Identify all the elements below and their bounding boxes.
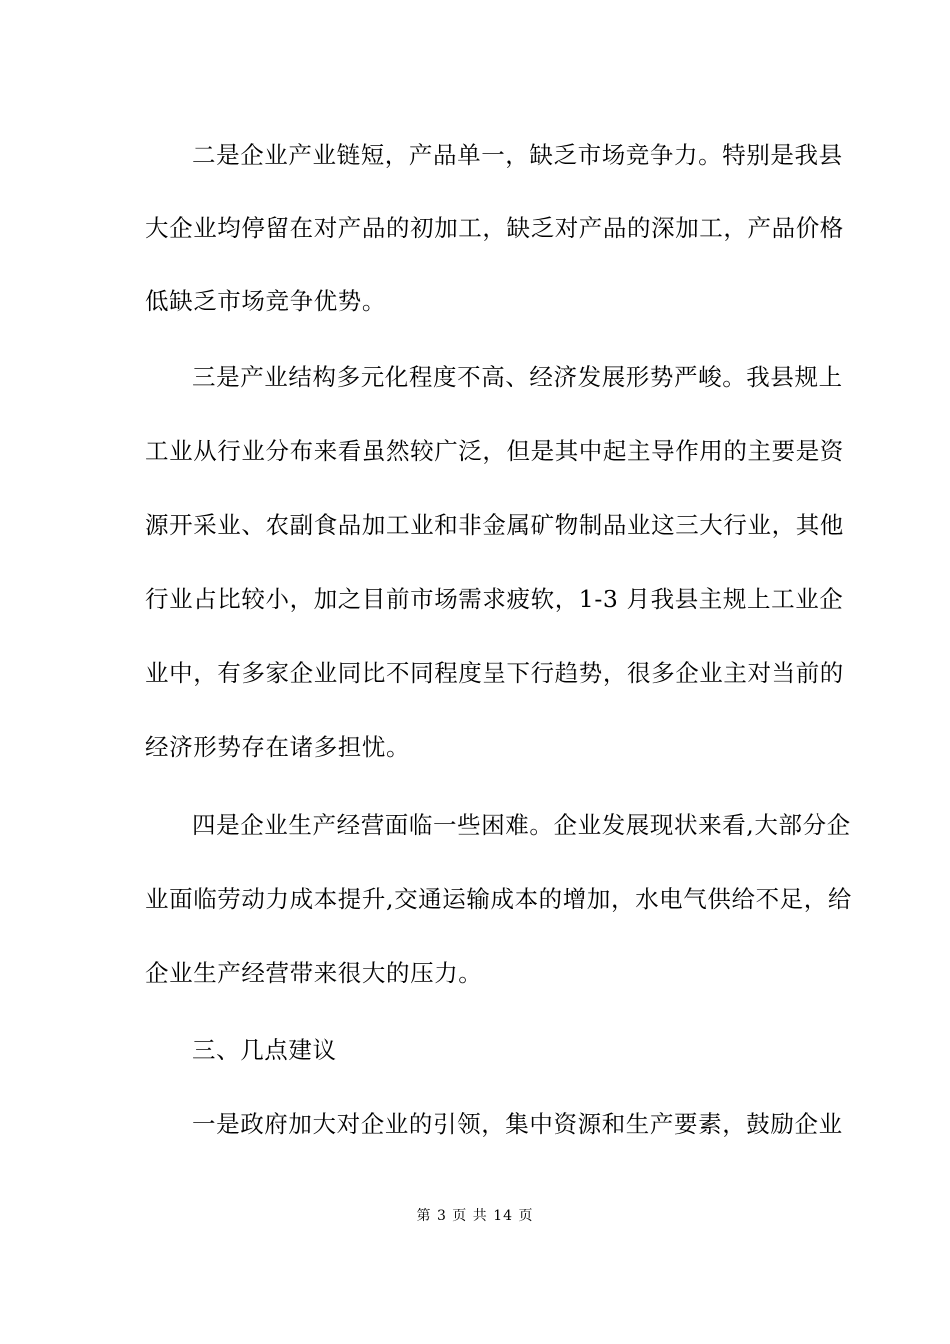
paragraph-line: 三是产业结构多元化程度不高、经济发展形势严峻。我县规上: [192, 363, 843, 391]
paragraph-line: 四是企业生产经营面临一些困难。企业发展现状来看,大部分企: [192, 811, 851, 839]
paragraph-line: 工业从行业分布来看虽然较广泛，但是其中起主导作用的主要是资: [145, 437, 844, 465]
paragraph-line: 大企业均停留在对产品的初加工，缺乏对产品的深加工，产品价格: [145, 214, 844, 242]
paragraph-line: 一是政府加大对企业的引领，集中资源和生产要素，鼓励企业: [192, 1110, 843, 1138]
paragraph-line: 行业占比较小，加之目前市场需求疲软，1-3 月我县主规上工业企: [145, 585, 844, 613]
page-number-label: 第 3 页 共 14 页: [416, 1208, 534, 1224]
paragraph-line: 业中，有多家企业同比不同程度呈下行趋势，很多企业主对当前的: [145, 659, 844, 687]
paragraph-line: 业面临劳动力成本提升,交通运输成本的增加，水电气供给不足，给: [145, 885, 852, 913]
paragraph-line: 经济形势存在诸多担忧。: [145, 733, 411, 761]
section-heading: 三、几点建议: [192, 1036, 337, 1064]
paragraph-line: 二是企业产业链短，产品单一，缺乏市场竞争力。特别是我县: [192, 141, 843, 169]
page-number-footer: [0, 1207, 950, 1225]
paragraph-line: 源开采业、农副食品加工业和非金属矿物制品业这三大行业，其他: [145, 511, 844, 539]
paragraph-line: 低缺乏市场竞争优势。: [145, 287, 386, 315]
paragraph-line: 企业生产经营带来很大的压力。: [145, 959, 483, 987]
